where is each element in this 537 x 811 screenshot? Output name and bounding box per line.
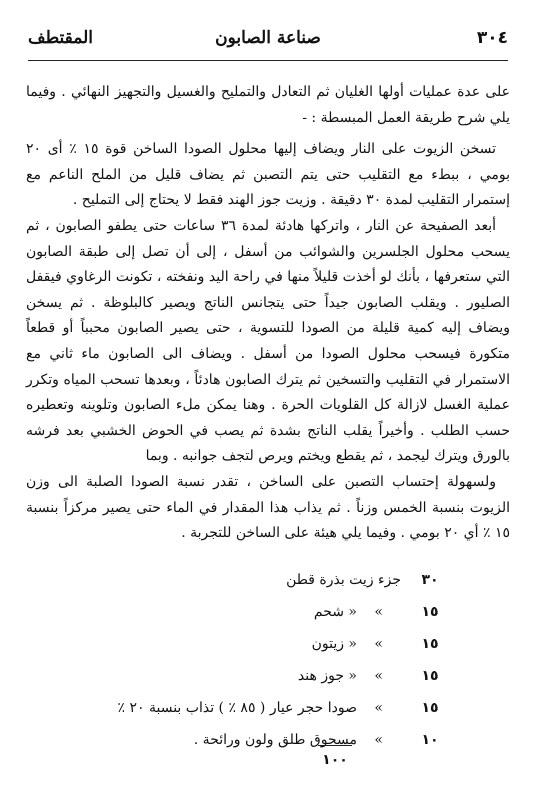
recipe-row	[90, 604, 445, 636]
recipe-name: مسحوق طلق ولون ورائحة .	[193, 732, 357, 748]
recipe-row	[90, 668, 445, 700]
recipe-row	[90, 572, 445, 604]
paragraph: أبعد الصفيحة عن النار ، واتركها هادئة لمدة ٣٦ ساعات حتى يطفو الصابون ، ثم يسحب محلول الجلسرين والشوائب من أسفل ، إلى أن تصل إلى طبقة الصابون التي ستعرفها ، بأنك لو أخذت قليلاً منها في راحة اليد ونفخته ، تكونت الرغاوي فيقفل الصليور . ويقلب الصابون جيداً حتى يتجانس الناتج ويصير كالبلوظة . ثم يسخن ويضاف إليه كمية قليلة من الصودا للتسوية ، حتى يصير الصابون محبباً أو قطعاً متكورة فيسحب محلول الصودا من أسفل . ويضاف الى الصابون ماء ثاني مع الاستمرار في التقليب والتسخين ثم يترك الصابون هادئاً ، وبعدها تسحب المياه وتكرر عملية الغسل لازالة كل القلويات الحرة . وهنا يمكن ملء الصابون وتلوينه وتعطيره حسب الطلب . وأخيراً يقلب الناتج بشدة ثم يصب في الحوض الخشبي بعد فرشه بالورق ويترك ليجمد ، ثم يقطع ويختم ويرص لتجف جوانبه . وبما	[26, 217, 510, 465]
recipe-row	[90, 732, 445, 764]
recipe-list	[90, 572, 445, 764]
recipe-qty: ١٥	[421, 668, 439, 684]
recipe-row	[90, 700, 445, 732]
recipe-name: « جوز هند	[297, 668, 357, 684]
recipe-qty: ١٥	[421, 636, 439, 652]
recipe-unit: »	[374, 732, 383, 748]
recipe-unit: »	[374, 604, 383, 620]
recipe-unit: »	[374, 700, 383, 716]
recipe-qty: ١٠	[421, 732, 439, 748]
recipe-qty: ١٥	[421, 700, 439, 716]
page-header	[28, 28, 508, 58]
paragraph: ولسهولة إحتساب التصبن على الساخن ، تقدر نسبة الصودا الصلبة الى وزن الزيوت بنسبة الخمس وزناً . ثم يذاب هذا المقدار في الماء حتى يصير مركزاً بنسبة ١٥ ٪ أي ٢٠ بومي . وفيما يلي هيئة على الساخن للتجربة .	[26, 473, 510, 542]
page-number: ٣٠٤	[476, 28, 508, 48]
running-head: المقتطف	[28, 28, 94, 48]
header-rule	[28, 60, 508, 61]
recipe-name: « زيتون	[311, 636, 357, 652]
recipe-unit: »	[374, 636, 383, 652]
recipe-unit: »	[374, 668, 383, 684]
recipe-name: صودا حجر عيار ( ٨٥ ٪ ) تذاب بنسبة ٢٠ ٪	[117, 700, 357, 716]
sum-rule	[318, 745, 352, 746]
recipe-name: « شحم	[313, 604, 357, 620]
recipe-qty: ٣٠	[421, 572, 439, 588]
recipe-total: ١٠٠	[322, 752, 348, 768]
page-title: صناعة الصابون	[215, 28, 321, 48]
paragraph: على عدة عمليات أولها الغليان ثم التعادل والتمليح والغسيل والتجهيز النهائي . وفيما يلي شرح طريقة العمل المبسطة : -	[26, 84, 510, 126]
recipe-row	[90, 636, 445, 668]
body-text	[26, 80, 510, 547]
recipe-qty: ١٥	[421, 604, 439, 620]
recipe-name: جزء زيت بذرة قطن	[286, 572, 401, 588]
paragraph: تسخن الزيوت على النار ويضاف إليها محلول الصودا الساخن قوة ١٥ ٪ أى ٢٠ بومي ، ببطء مع التقليب حتى يتم التصبن ثم يضاف قليل من الملح الناعم مع إستمرار التقليب لمدة ٣٠ دقيقة . وزيت جوز الهند فقط لا يحتاج إلى التمليح .	[26, 141, 510, 209]
